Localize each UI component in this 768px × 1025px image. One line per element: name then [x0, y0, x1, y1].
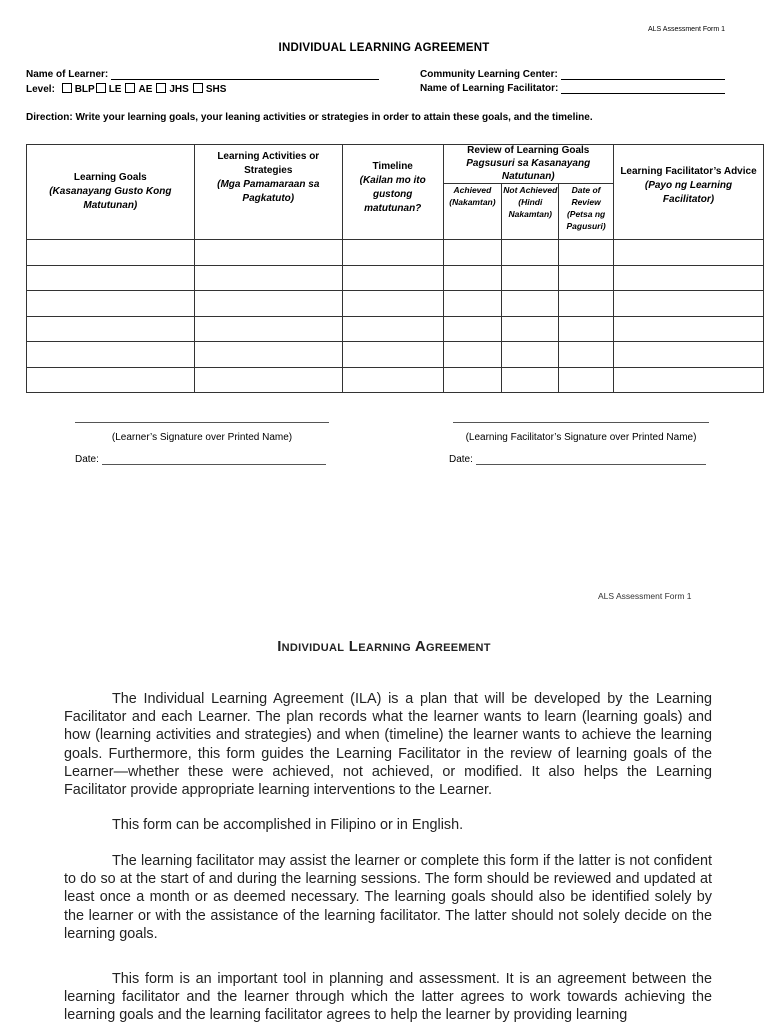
header-achieved: Achieved (Nakamtan) [443, 184, 502, 240]
learner-date-input[interactable] [102, 454, 326, 465]
name-of-learner-label: Name of Learner: [26, 69, 109, 80]
table-row [27, 316, 764, 342]
table-row [27, 291, 764, 317]
page2-title: Individual Learning Agreement [277, 638, 491, 655]
checkbox-jhs[interactable] [156, 83, 166, 93]
header-timeline: Timeline (Kailan mo ito gustong matutunan? [342, 145, 443, 240]
level-blp-label: BLP [74, 84, 95, 95]
level-ae-label: AE [138, 84, 153, 95]
table-row [27, 342, 764, 368]
table-row [27, 240, 764, 266]
header-date-of-review: Date of Review (Petsa ng Pagusuri) [559, 184, 614, 240]
page2-paragraph-4: This form is an important tool in planning and assessment. It is an agreement between the learning facilitator and the learner through which the latter agrees to work towards achieving the learning goals and the learning facilitator agrees to help the learner by providing learning [64, 971, 712, 1024]
level-le-label: LE [108, 84, 122, 95]
facilitator-date-label: Date: [449, 454, 473, 465]
level-shs-label: SHS [205, 84, 227, 95]
checkbox-ae[interactable] [125, 83, 135, 93]
header-learning-activities: Learning Activities or Strategies (Mga Pamamaraan sa Pagkatuto) [194, 145, 342, 240]
learner-date-label: Date: [75, 454, 99, 465]
facilitator-date-input[interactable] [476, 454, 706, 465]
header-learning-goals: Learning Goals (Kasanayang Gusto Kong Matutunan) [27, 145, 195, 240]
facilitator-label: Name of Learning Facilitator: [420, 83, 559, 94]
level-jhs-label: JHS [169, 84, 189, 95]
clc-input[interactable] [561, 69, 725, 80]
header-review: Review of Learning Goals Pagsusuri sa Kasanayang Natutunan) [443, 145, 613, 184]
page2-paragraph-3: The learning facilitator may assist the learner or complete this form if the latter is not confident to do so at the start of and during the learning sessions. The form should be reviewed and updated at least once a month or as deemed necessary. The learning goals should also be identified solely by the learner or with the assistance of the learning facilitator. The latter should not solely decide on the learning goals. [64, 853, 712, 942]
header-advice: Learning Facilitator’s Advice (Payo ng Learning Facilitator) [613, 145, 763, 240]
checkbox-blp[interactable] [62, 83, 72, 93]
page2-paragraph-2: This form can be accomplished in Filipino or in English. [112, 817, 464, 833]
learning-agreement-table [26, 144, 764, 393]
level-label: Level: [26, 84, 55, 95]
learner-date-row [75, 454, 326, 465]
direction-text: Direction: Write your learning goals, your leaning activities or strategies in order to attain these goals, and the timeline. [26, 112, 593, 123]
checkbox-le[interactable] [96, 83, 106, 93]
page2-form-code: ALS Assessment Form 1 [598, 591, 692, 601]
learner-signature-line[interactable] [75, 422, 329, 423]
facilitator-row [420, 83, 725, 94]
form-code: ALS Assessment Form 1 [648, 26, 726, 33]
facilitator-signature-line[interactable] [453, 422, 709, 423]
clc-label: Community Learning Center: [420, 69, 558, 80]
page2-paragraph-1: The Individual Learning Agreement (ILA) is a plan that will be developed by the Learning Facilitator and each Learner. The plan records what the learner wants to learn (learning goals) and how (learning activities and strategies) and when (timeline) the learner wants to achieve the learning goals. Furthermore, this form guides the Learning Facilitator in the review of learning goals of the Learner—whether these were achieved, not achieved, or modified. It also helps the Learning Facilitator provide appropriate learning interventions to the Learner. [64, 691, 712, 799]
name-of-learner-row [26, 69, 379, 80]
table-row [27, 367, 764, 393]
table-row [27, 265, 764, 291]
checkbox-shs[interactable] [193, 83, 203, 93]
facilitator-signature-caption: (Learning Facilitator’s Signature over Printed Name) [465, 432, 697, 443]
page-title: INDIVIDUAL LEARNING AGREEMENT [278, 42, 490, 54]
name-of-learner-input[interactable] [111, 69, 379, 80]
facilitator-date-row [449, 454, 706, 465]
learner-signature-caption: (Learner’s Signature over Printed Name) [111, 432, 293, 443]
clc-row [420, 69, 725, 80]
level-row [26, 83, 226, 95]
facilitator-input[interactable] [561, 83, 725, 94]
header-not-achieved: Not Achieved (Hindi Nakamtan) [502, 184, 559, 240]
